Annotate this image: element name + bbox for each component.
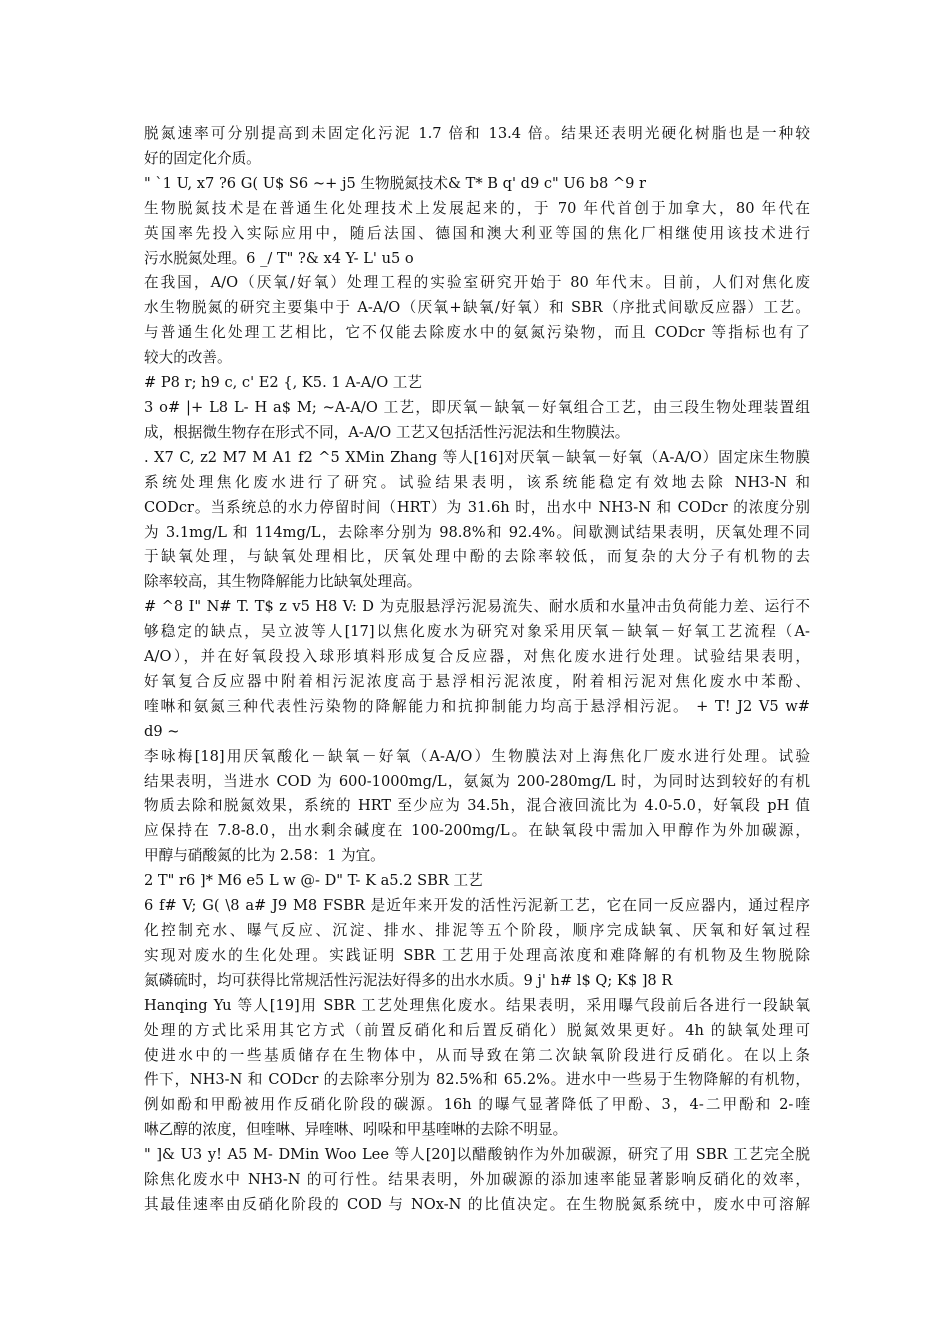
section-heading-line: " `1 U, x7 ?6 G( U$ S6 ~+ j5 生物脱氮技术& T* B q' d9 c" U6 b8 ^9 r [144,174,647,192]
text-line: 好的固定化介质。 [144,149,261,167]
section-heading-line: 2 T" r6 ]* M6 e5 L w @- D" T- K a5.2 SBR 工艺 [144,872,483,890]
text-line: 与普通生化处理工艺相比，它不仅能去除废水中的氨氮污染物，而且 CODcr 等指标也有了 [144,324,810,342]
text-line: 应保持在 7.8-8.0，出水剩余碱度在 100-200mg/L。在缺氧段中需加入甲醇作为外加碳源， [144,822,810,840]
text-line: 较大的改善。 [144,349,232,367]
text-line: 啉乙醇的浓度，但喹啉、异喹啉、吲哚和甲基喹啉的去除不明显。 [144,1121,568,1139]
text-line: 水生物脱氮的研究主要集中于 A-A/O（厌氧+缺氧/好氧）和 SBR（序批式间歇反应器）工艺。 [144,299,810,317]
text-line: 其最佳速率由反硝化阶段的 COD 与 NOx-N 的比值决定。在生物脱氮系统中，废水中可溶解 [144,1195,810,1213]
text-line: 李咏梅[18]用厌氧酸化－缺氧－好氧（A-A/O）生物膜法对上海焦化厂废水进行处理。试验 [144,747,810,765]
text-line: 脱氮速率可分别提高到未固定化污泥 1.7 倍和 13.4 倍。结果还表明光硬化树脂也是一种较 [144,125,810,142]
text-line: 除焦化废水中 NH3-N 的可行性。结果表明，外加碳源的添加速率能显著影响反硝化的效率， [144,1171,810,1189]
text-line: 英国率先投入实际应用中，随后法国、德国和澳大利亚等国的焦化厂相继使用该技术进行 [144,224,810,242]
text-line: 6 f# V; G( \8 a# J9 M8 FSBR 是近年来开发的活性污泥新工艺，它在同一反应器内，通过程序 [144,897,810,915]
text-line: CODcr。当系统总的水力停留时间（HRT）为 31.6h 时，出水中 NH3-N 和 CODcr 的浓度分别 [144,498,810,516]
text-line: 结果表明，当进水 COD 为 600-1000mg/L，氨氮为 200-280mg/L 时，为同时达到较好的有机 [144,772,810,790]
text-line: 除率较高，其生物降解能力比缺氧处理高。 [144,573,422,591]
text-line: 喹啉和氨氮三种代表性污染物的降解能力和抗抑制能力均高于悬浮相污泥。 + T! J2 V5 w# [144,697,810,715]
text-line: d9 ~ [144,722,180,740]
text-line: 3 o# |+ L8 L- H a$ M; ~A-A/O 工艺，即厌氧－缺氧－好氧组合工艺，由三段生物处理装置组 [144,398,810,416]
text-line: 处理的方式比采用其它方式（前置反硝化和后置反硝化）脱氮效果更好。4h 的缺氧处理可 [144,1021,810,1039]
text-line: A/O），并在好氧段投入球形填料形成复合反应器，对焦化废水进行处理。试验结果表明， [144,648,810,666]
text-line: 实现对废水的生化处理。实践证明 SBR 工艺用于处理高浓度和难降解的有机物及生物脱除 [144,946,810,964]
text-line: 系统处理焦化废水进行了研究。试验结果表明，该系统能稳定有效地去除 NH3-N 和 [144,473,810,491]
text-line: 为 3.1mg/L 和 114mg/L，去除率分别为 98.8%和 92.4%。间歇测试结果表明，厌氧处理不同 [144,523,810,541]
section-heading-line: # P8 r; h9 c, c' E2 {, K5. 1 A-A/O 工艺 [144,374,422,392]
text-line: 成，根据微生物存在形式不同，A-A/O 工艺又包括活性污泥法和生物膜法。 [144,423,630,441]
text-line: 物质去除和脱氮效果，系统的 HRT 至少应为 34.5h，混合液回流比为 4.0-5.0，好氧段 pH 值 [144,797,810,815]
text-line: 化控制充水、曝气反应、沉淀、排水、排泥等五个阶段，顺序完成缺氧、厌氧和好氧过程 [144,922,810,939]
text-line: 件下，NH3-N 和 CODcr 的去除率分别为 82.5%和 65.2%。进水中一些易于生物降解的有机物， [144,1071,810,1089]
text-line: Hanqing Yu 等人[19]用 SBR 工艺处理焦化废水。结果表明，采用曝气段前后各进行一段缺氧 [144,996,810,1014]
text-line: 使进水中的一些基质储存在生物体中，从而导致在第二次缺氧阶段进行反硝化。在以上条 [144,1046,810,1064]
text-line: 氮磷硫时，均可获得比常规活性污泥法好得多的出水水质。9 j' h# l$ Q; K$ ]8 R [144,971,673,989]
text-line: 污水脱氮处理。6 _/ T" ?& x4 Y- L' u5 o [144,249,414,267]
text-line: 例如酚和甲酚被用作反硝化阶段的碳源。16h 的曝气显著降低了甲酚、3，4-二甲酚和 2-喹 [144,1096,810,1114]
text-line: 在我国，A/O（厌氧/好氧）处理工程的实验室研究开始于 80 年代末。目前，人们对焦化废 [144,274,810,292]
text-line: 于缺氧处理，与缺氧处理相比，厌氧处理中酚的去除率较低，而复杂的大分子有机物的去 [144,548,810,566]
text-line: 甲醇与硝酸氮的比为 2.58：1 为宜。 [144,847,385,865]
text-line: 够稳定的缺点，吴立波等人[17]以焦化废水为研究对象采用厌氧－缺氧－好氧工艺流程（A- [144,623,810,641]
text-line: 生物脱氮技术是在普通生化处理技术上发展起来的，于 70 年代首创于加拿大，80 年代在 [144,199,810,217]
text-line: # ^8 I" N# T. T$ z v5 H8 V: D 为克服悬浮污泥易流失、耐水质和水量冲击负荷能力差、运行不 [144,598,810,616]
text-line: 好氧复合反应器中附着相污泥浓度高于悬浮相污泥浓度，附着相污泥对焦化废水中苯酚、 [144,672,810,690]
text-line: " ]& U3 y! A5 M- DMin Woo Lee 等人[20]以醋酸钠作为外加碳源，研究了用 SBR 工艺完全脱 [144,1146,810,1164]
text-line: . X7 C, z2 M7 M A1 f2 ^5 XMin Zhang 等人[16]对厌氧－缺氧－好氧（A-A/O）固定床生物膜 [144,448,810,466]
